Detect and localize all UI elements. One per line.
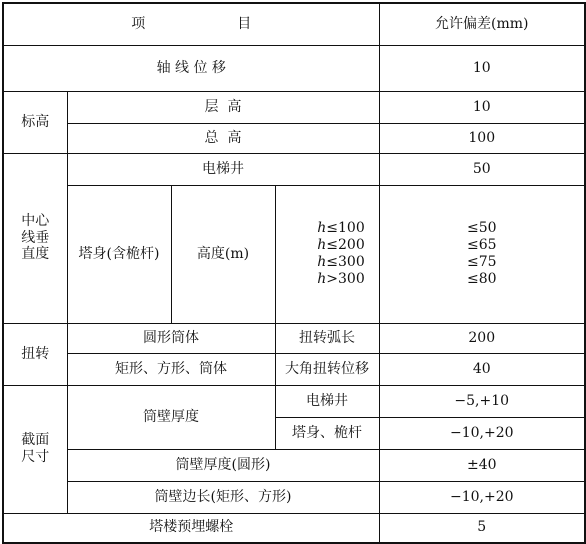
round-tube-measure: 扭转弧长 bbox=[275, 323, 379, 353]
axis-shift-value: 10 bbox=[379, 45, 585, 91]
table-row bbox=[3, 45, 585, 91]
tower-condition-item: h≤300 bbox=[317, 254, 365, 270]
header-row bbox=[3, 3, 585, 45]
table-row bbox=[3, 185, 585, 323]
total-height-value: 100 bbox=[379, 123, 585, 153]
wall-thickness-label: 筒壁厚度 bbox=[67, 385, 275, 449]
wall-edge-label: 筒壁边长(矩形、方形) bbox=[67, 481, 379, 513]
floor-height-value: 10 bbox=[379, 91, 585, 123]
table-row bbox=[3, 91, 585, 123]
table-row bbox=[3, 153, 585, 185]
tower-value-list bbox=[379, 185, 585, 323]
elevation-group-label: 标高 bbox=[3, 91, 67, 153]
elevator-shaft-value: 50 bbox=[379, 153, 585, 185]
tower-value-item: ≤75 bbox=[466, 254, 497, 270]
wall-edge-value: −10,+20 bbox=[379, 481, 585, 513]
verticality-group-line3: 直度 bbox=[21, 246, 50, 263]
anchor-bolt-label: 塔楼预埋螺栓 bbox=[3, 513, 379, 543]
table-row bbox=[3, 385, 585, 417]
torsion-group-label: 扭转 bbox=[3, 323, 67, 385]
elevator-shaft-label: 电梯井 bbox=[67, 153, 379, 185]
wall-elevator-value: −5,+10 bbox=[379, 385, 585, 417]
tower-label: 塔身(含桅杆) bbox=[67, 185, 171, 323]
tolerance-table bbox=[2, 2, 586, 544]
table-row bbox=[3, 353, 585, 385]
rect-tube-value: 40 bbox=[379, 353, 585, 385]
rect-tube-measure: 大角扭转位移 bbox=[275, 353, 379, 385]
verticality-group-line2: 线垂 bbox=[21, 229, 50, 246]
tower-condition-item: h≤200 bbox=[317, 237, 365, 254]
total-height-label: 总 高 bbox=[67, 123, 379, 153]
verticality-group-label bbox=[3, 153, 67, 323]
wall-tower-label: 塔身、桅杆 bbox=[275, 417, 379, 449]
section-group-label bbox=[3, 385, 67, 513]
section-group-line1: 截面 bbox=[21, 432, 50, 449]
table-row bbox=[3, 513, 585, 543]
table-row bbox=[3, 323, 585, 353]
floor-height-label: 层 高 bbox=[67, 91, 379, 123]
table-row bbox=[3, 481, 585, 513]
tower-value-item: ≤65 bbox=[466, 237, 497, 254]
wall-round-label: 筒壁厚度(圆形) bbox=[67, 449, 379, 481]
round-tube-label: 圆形筒体 bbox=[67, 323, 275, 353]
header-tolerance: 允许偏差(mm) bbox=[379, 3, 585, 45]
tower-condition-list bbox=[275, 185, 379, 323]
header-item-a: 项 bbox=[131, 15, 146, 32]
tower-value-item: ≤80 bbox=[466, 270, 497, 287]
tower-condition-item: h>300 bbox=[317, 270, 365, 287]
rect-tube-label: 矩形、方形、筒体 bbox=[67, 353, 275, 385]
wall-tower-value: −10,+20 bbox=[379, 417, 585, 449]
wall-round-value: ±40 bbox=[379, 449, 585, 481]
tower-condition-item: h≤100 bbox=[317, 220, 365, 237]
wall-elevator-label: 电梯井 bbox=[275, 385, 379, 417]
verticality-group-line1: 中心 bbox=[21, 212, 50, 229]
anchor-bolt-value: 5 bbox=[379, 513, 585, 543]
tower-height-label: 高度(m) bbox=[171, 185, 275, 323]
header-item-b: 目 bbox=[237, 15, 252, 32]
axis-shift-label: 轴 线 位 移 bbox=[3, 45, 379, 91]
table-row bbox=[3, 449, 585, 481]
round-tube-value: 200 bbox=[379, 323, 585, 353]
tower-value-item: ≤50 bbox=[466, 220, 497, 237]
table-row bbox=[3, 123, 585, 153]
header-item-cell bbox=[3, 3, 379, 45]
section-group-line2: 尺寸 bbox=[21, 449, 50, 465]
